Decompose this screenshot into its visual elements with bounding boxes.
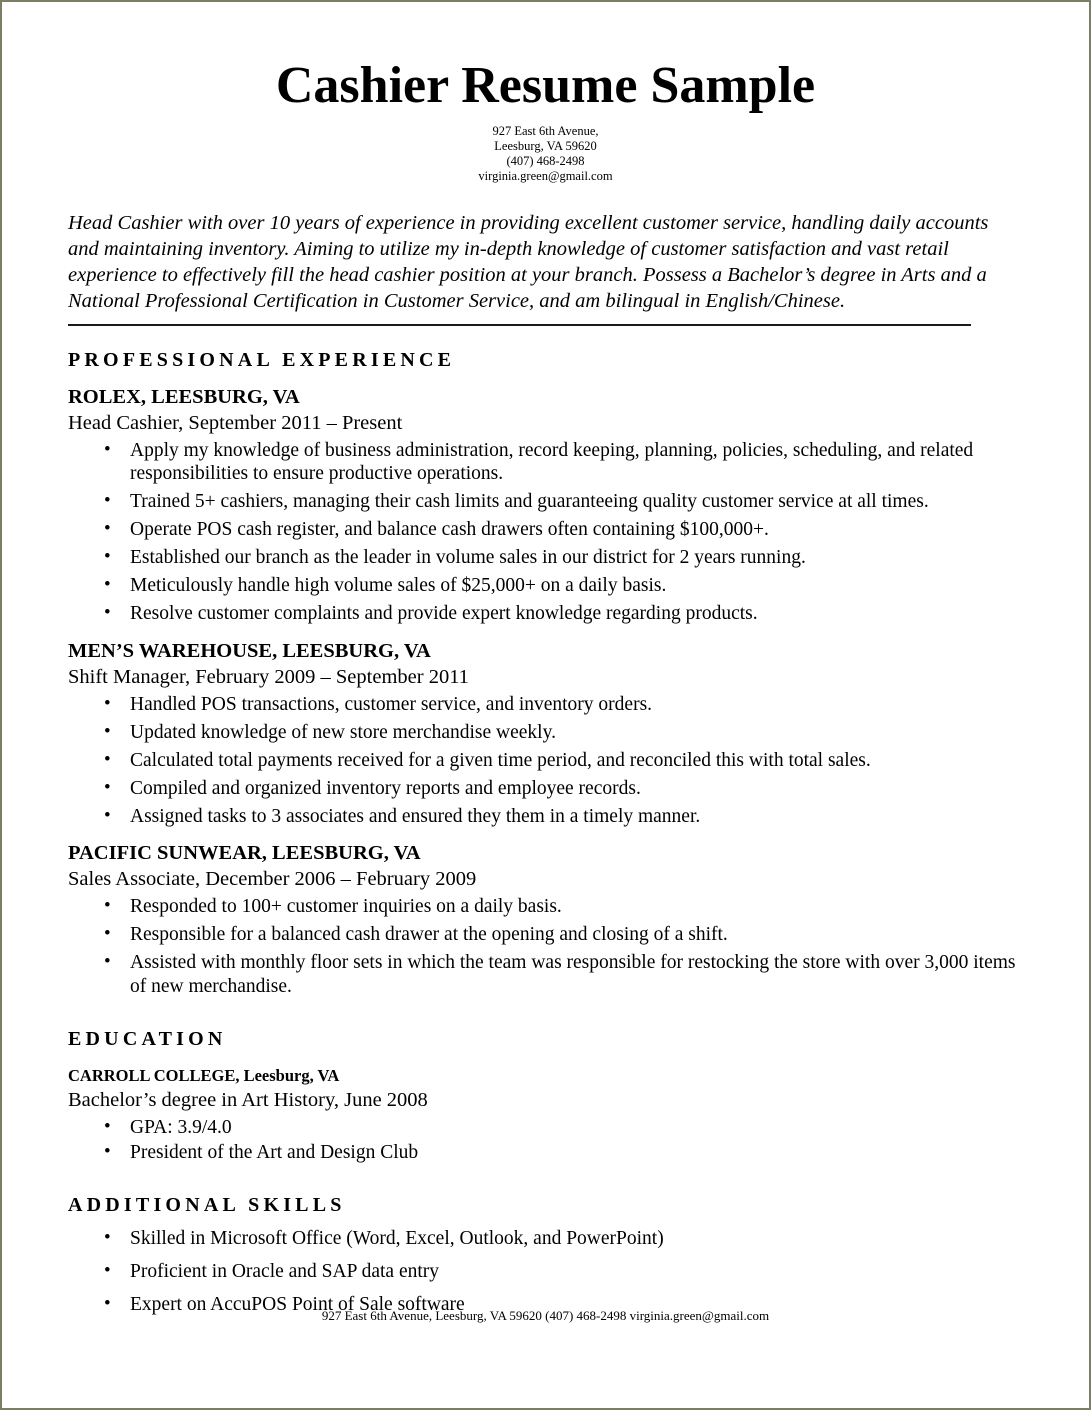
job-entry-pacific-sunwear [68,841,1023,998]
contact-phone: (407) 468-2498 [506,154,585,168]
education-degree-dates: Bachelor’s degree in Art History, June 2008 [68,1089,428,1112]
section-heading-experience: PROFESSIONAL EXPERIENCE [68,348,456,371]
job-bullet-list [68,693,1023,829]
list-item: • Skilled in Microsoft Office (Word, Excel, Outlook, and PowerPoint) [68,1227,1023,1251]
list-item: • Compiled and organized inventory reports and employee records. [68,777,1023,801]
list-item: • Updated knowledge of new store merchandise weekly. [68,721,1023,745]
job-bullet-list [68,439,1023,626]
section-heading-skills: ADDITIONAL SKILLS [68,1194,346,1217]
job-entry-mens-warehouse [68,639,1023,829]
list-item: • Meticulously handle high volume sales of $25,000+ on a daily basis. [68,574,1023,598]
job-bullet-list [68,895,1023,998]
header-divider [68,324,971,326]
list-item: • Calculated total payments received for a given time period, and reconciled this with total sales. [68,749,1023,773]
list-item: • Established our branch as the leader in volume sales in our district for 2 years running. [68,546,1023,570]
resume-content [2,2,1089,1317]
education-school-name: CARROLL COLLEGE, Leesburg, VA [68,1066,340,1086]
job-title-dates: Head Cashier, September 2011 – Present [68,411,403,434]
list-item: • Apply my knowledge of business administration, record keeping, planning, policies, scheduling, and related responsibilities to ensure productive operations. [68,439,1023,486]
section-heading-education: EDUCATION [68,1028,227,1051]
job-company-name: PACIFIC SUNWEAR, LEESBURG, VA [68,842,421,865]
list-item: • Resolve customer complaints and provide expert knowledge regarding products. [68,602,1023,626]
contact-address-line: 927 East 6th Avenue, [492,123,599,138]
list-item: • Responsible for a balanced cash drawer at the opening and closing of a shift. [68,923,1023,947]
job-company-name: ROLEX, LEESBURG, VA [68,385,300,408]
list-item: • Responded to 100+ customer inquiries on a daily basis. [68,895,1023,919]
list-item: • Assisted with monthly floor sets in which the team was responsible for restocking the store with over 3,000 items of new merchandise. [68,951,1023,998]
contact-email: virginia.green@gmail.com [478,169,613,184]
list-item: • President of the Art and Design Club [68,1141,1023,1165]
list-item: • GPA: 3.9/4.0 [68,1116,1023,1140]
list-item: • Trained 5+ cashiers, managing their cash limits and guaranteeing quality customer service at all times. [68,490,1023,514]
job-company-name: MEN’S WAREHOUSE, LEESBURG, VA [68,639,431,662]
page-title: Cashier Resume Sample [275,57,816,114]
job-title-dates: Shift Manager, February 2009 – September 2011 [68,665,469,688]
page-footer: 927 East 6th Avenue, Leesburg, VA 59620 (407) 468-2498 virginia.green@gmail.com [321,1308,770,1323]
contact-city-state-zip: Leesburg, VA 59620 [494,138,597,153]
list-item: • Proficient in Oracle and SAP data entry [68,1260,1023,1284]
professional-summary: Head Cashier with over 10 years of experience in providing excellent customer service, handling daily accounts and maintaining inventory. Aiming to utilize my in-depth knowledge of customer satisfaction and vast retail experience to effectively fill the head cashier position at your branch. Possess a Bachelor’s degree in Arts and a National Professional Certification in Customer Service, and am bilingual in English/Chinese. [68,212,989,312]
skills-bullet-list [68,1227,1023,1317]
list-item: • Assigned tasks to 3 associates and ensured they them in a timely manner. [68,805,1023,829]
job-title-dates: Sales Associate, December 2006 – February 2009 [68,868,477,891]
list-item: • Handled POS transactions, customer service, and inventory orders. [68,693,1023,717]
contact-block [68,124,1023,185]
education-bullet-list [68,1116,1023,1165]
list-item: • Expert on AccuPOS Point of Sale software [68,1293,1023,1317]
job-entry-rolex [68,385,1023,626]
list-item: • Operate POS cash register, and balance cash drawers often containing $100,000+. [68,518,1023,542]
